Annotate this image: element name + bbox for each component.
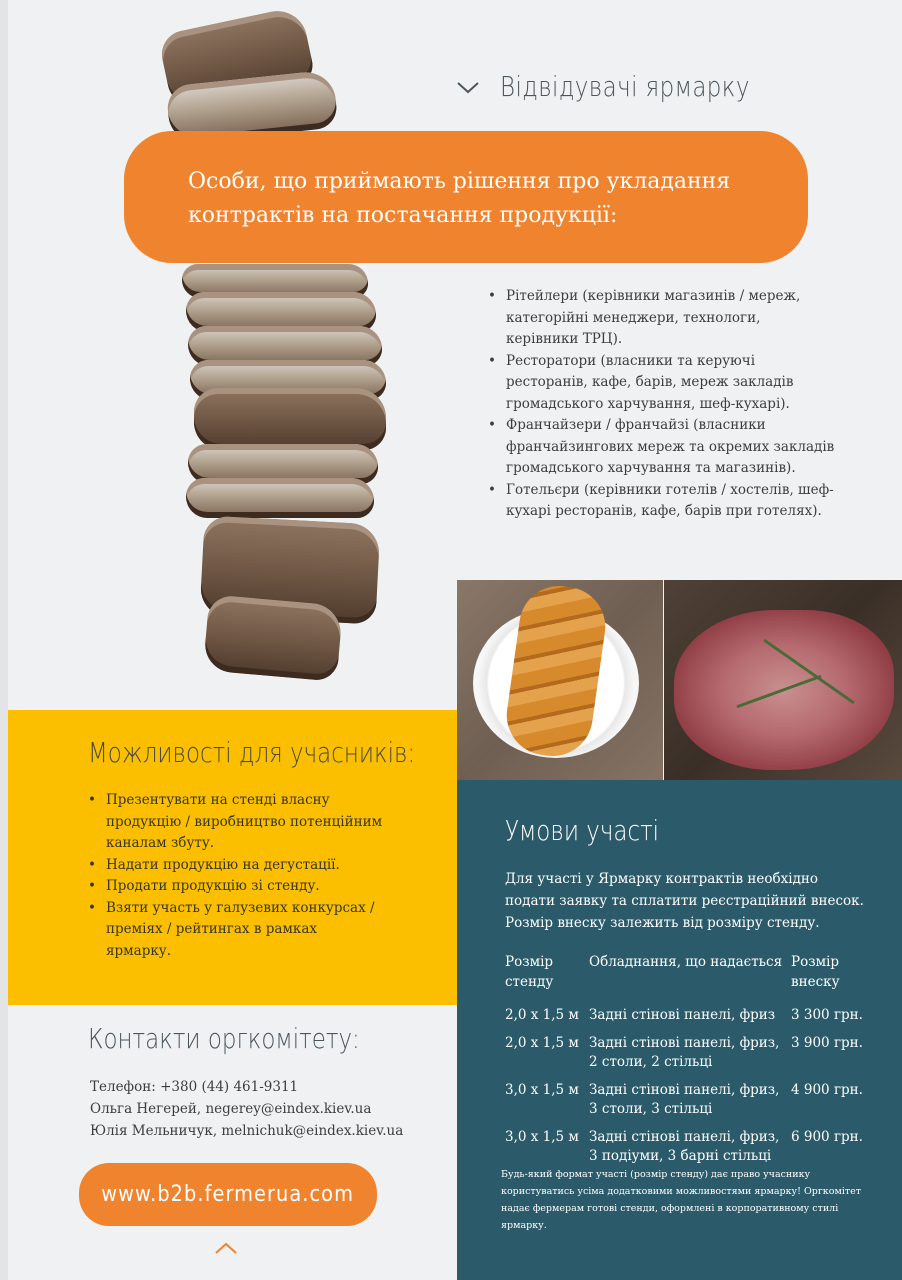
list-item: • Франчайзери / франчайзі (власники франчайзингових мереж та окремих закладів громадського харчування та магазинів). bbox=[486, 415, 836, 480]
conditions-note: Будь-який формат участі (розмір стенду) дає право учаснику користуватись усіма додатковими можливостями ярмарку! Оргкомітет надає фермерам готові стенди, оформлені в корпоративному стилі ярмарку. bbox=[501, 1169, 862, 1231]
cell-size: 3,0 х 1,5 м bbox=[505, 1081, 579, 1098]
chevron-down-icon[interactable] bbox=[456, 75, 480, 99]
contact-phone[interactable]: Телефон: +380 (44) 461-9311 bbox=[90, 1079, 299, 1095]
website-button[interactable] bbox=[79, 1163, 377, 1226]
conditions-title: Умови участі bbox=[505, 814, 660, 847]
header-fee: Розмір внеску bbox=[791, 954, 840, 990]
cell-fee: 6 900 грн. bbox=[791, 1128, 863, 1145]
opportunities-list bbox=[86, 790, 386, 962]
cell-size: 2,0 х 1,5 м bbox=[505, 1034, 579, 1051]
chevron-up-icon[interactable] bbox=[214, 1240, 238, 1256]
contact-person[interactable]: Ольга Негерей, negerey@eindex.kiev.ua bbox=[90, 1101, 372, 1117]
cell-equipment: Задні стінові панелі, фриз, 3 столи, 3 стільці bbox=[589, 1081, 780, 1117]
opportunities-title: Можливості для учасників: bbox=[88, 736, 416, 769]
visitors-list bbox=[486, 286, 836, 523]
visitors-header[interactable] bbox=[456, 70, 805, 103]
list-item: • Надати продукцію на дегустації. bbox=[86, 855, 386, 877]
cell-fee: 3 900 грн. bbox=[791, 1034, 863, 1051]
contacts-title: Контакти оргкомітету: bbox=[88, 1022, 360, 1055]
table-row bbox=[505, 1034, 885, 1073]
cell-equipment: Задні стінові панелі, фриз, 3 подіуми, 3 барні стільці bbox=[589, 1128, 780, 1164]
table-header bbox=[505, 953, 885, 992]
bread-photo bbox=[150, 0, 450, 700]
table-row bbox=[505, 1081, 885, 1120]
cell-equipment: Задні стінові панелі, фриз, 2 столи, 2 стільці bbox=[589, 1034, 780, 1070]
table-row bbox=[505, 1006, 885, 1026]
list-item: • Ресторатори (власники та керуючі ресторанів, кафе, барів, мереж закладів громадського харчування, шеф-кухарі). bbox=[486, 351, 836, 416]
page-edge bbox=[0, 0, 8, 1280]
cell-fee: 4 900 грн. bbox=[791, 1081, 863, 1098]
table-row bbox=[505, 1128, 885, 1167]
croissant-photo bbox=[457, 580, 663, 780]
list-item: • Продати продукцію зі стенду. bbox=[86, 876, 386, 898]
pricing-table bbox=[505, 953, 885, 1175]
cell-equipment: Задні стінові панелі, фриз bbox=[589, 1007, 776, 1023]
list-item: • Взяти участь у галузевих конкурсах / преміях / рейтингах в рамках ярмарку. bbox=[86, 898, 386, 963]
cell-fee: 3 300 грн. bbox=[791, 1007, 863, 1023]
contact-person[interactable]: Юлія Мельничук, melnichuk@eindex.kiev.ua bbox=[90, 1123, 404, 1139]
steak-photo bbox=[664, 580, 902, 780]
visitors-title: Відвідувачі ярмарку bbox=[500, 70, 750, 103]
list-item: • Презентувати на стенді власну продукцію / виробництво потенційним каналам збуту. bbox=[86, 790, 386, 855]
contacts-block bbox=[90, 1076, 403, 1142]
website-label: www.b2b.fermerua.com bbox=[101, 1182, 355, 1207]
cell-size: 3,0 х 1,5 м bbox=[505, 1128, 579, 1145]
cell-size: 2,0 х 1,5 м bbox=[505, 1007, 579, 1023]
decision-makers-banner bbox=[124, 131, 808, 263]
decision-makers-text: Особи, що приймають рішення про укладання контрактів на постачання продукції: bbox=[188, 169, 731, 228]
header-size: Розмір стенду bbox=[505, 954, 554, 990]
conditions-section bbox=[457, 780, 902, 1280]
list-item: • Рітейлери (керівники магазинів / мереж, категорійні менеджери, технологи, керівники ТРЦ). bbox=[486, 286, 836, 351]
conditions-intro: Для участі у Ярмарку контрактів необхідно подати заявку та сплатити реєстраційний внесок. Розмір внеску залежить від розміру стенду. bbox=[505, 871, 864, 931]
opportunities-section bbox=[8, 710, 457, 1005]
header-equipment: Обладнання, що надається bbox=[589, 954, 783, 970]
list-item: • Готельєри (керівники готелів / хостелів, шеф-кухарі ресторанів, кафе, барів при готелях). bbox=[486, 480, 836, 523]
